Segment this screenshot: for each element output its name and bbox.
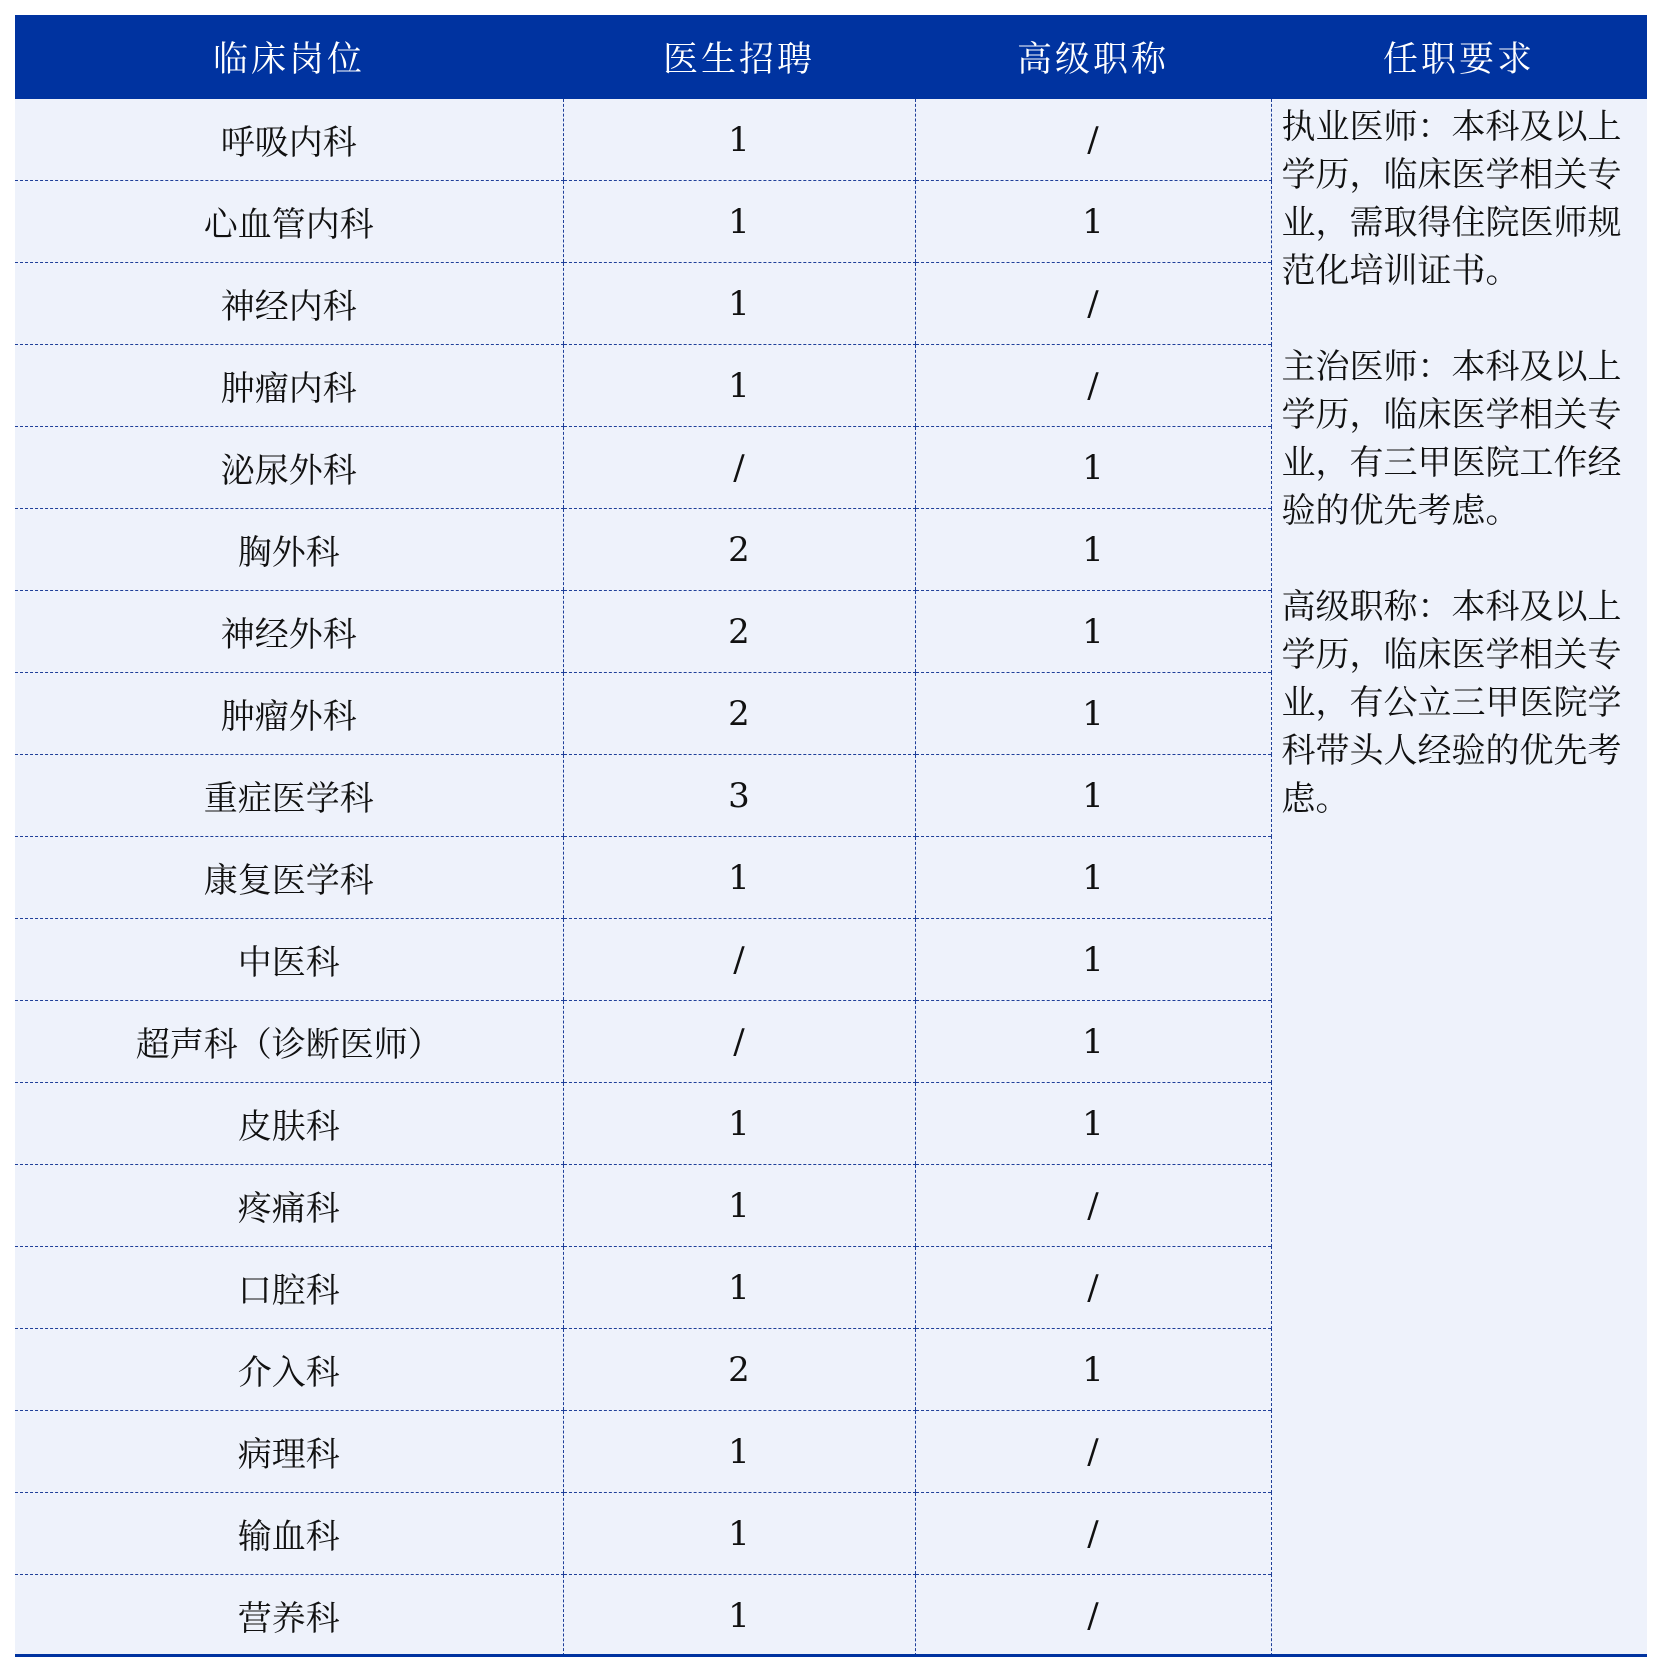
requirement-senior: 高级职称：本科及以上学历，临床医学相关专业，有公立三甲医院学科带头人经验的优先考虑。 (1281, 587, 1622, 819)
dept-cell: 中医科 (15, 919, 563, 1001)
dept-cell: 神经内科 (15, 263, 563, 345)
senior-cell: 1 (915, 509, 1271, 591)
doctors-cell: 2 (563, 509, 915, 591)
doctors-cell: 1 (563, 1247, 915, 1329)
doctors-cell: 1 (563, 99, 915, 181)
doctors-cell: 1 (563, 181, 915, 263)
dept-cell: 超声科（诊断医师） (15, 1001, 563, 1083)
senior-cell: / (915, 1493, 1271, 1575)
dept-cell: 泌尿外科 (15, 427, 563, 509)
header-senior: 高级职称 (915, 15, 1271, 99)
senior-cell: / (915, 1165, 1271, 1247)
table-bottom-rule (15, 1654, 1647, 1657)
doctors-cell: 1 (563, 837, 915, 919)
dept-cell: 胸外科 (15, 509, 563, 591)
header-dept: 临床岗位 (15, 15, 563, 99)
dept-cell: 神经外科 (15, 591, 563, 673)
senior-cell: 1 (915, 1329, 1271, 1411)
doctors-cell: 1 (563, 1165, 915, 1247)
doctors-cell: 3 (563, 755, 915, 837)
dept-cell: 输血科 (15, 1493, 563, 1575)
doctors-cell: / (563, 1001, 915, 1083)
doctors-cell: 1 (563, 1493, 915, 1575)
dept-cell: 营养科 (237, 1599, 340, 1639)
table-header-row (15, 15, 1647, 99)
senior-cell: / (915, 99, 1271, 181)
senior-cell: / (915, 1575, 1271, 1657)
dept-cell: 肿瘤内科 (15, 345, 563, 427)
senior-cell: / (915, 345, 1271, 427)
senior-cell: 1 (915, 1001, 1271, 1083)
doctors-cell: 1 (563, 1575, 915, 1657)
dept-cell: 疼痛科 (15, 1165, 563, 1247)
senior-cell: 1 (915, 837, 1271, 919)
dept-cell: 心血管内科 (15, 181, 563, 263)
senior-cell: / (915, 1247, 1271, 1329)
dept-cell: 康复医学科 (15, 837, 563, 919)
dept-cell: 皮肤科 (15, 1083, 563, 1165)
requirement-attending: 主治医师：本科及以上学历，临床医学相关专业，有三甲医院工作经验的优先考虑。 (1281, 347, 1622, 531)
recruitment-table (15, 15, 1647, 1656)
senior-cell: 1 (915, 427, 1271, 509)
doctors-cell: 2 (563, 673, 915, 755)
doctors-cell: 2 (563, 1329, 915, 1411)
dept-cell: 呼吸内科 (15, 99, 563, 181)
senior-cell: 1 (915, 919, 1271, 1001)
doctors-cell: 1 (563, 345, 915, 427)
senior-cell: / (915, 1411, 1271, 1493)
senior-cell: 1 (915, 673, 1271, 755)
requirement-resident: 执业医师：本科及以上学历，临床医学相关专业，需取得住院医师规范化培训证书。 (1281, 107, 1622, 291)
header-requirements: 任职要求 (1271, 15, 1647, 99)
doctors-cell: 1 (563, 263, 915, 345)
senior-cell: 1 (915, 181, 1271, 263)
header-doctors: 医生招聘 (563, 15, 915, 99)
requirements-cell (1271, 99, 1647, 1656)
senior-cell: / (915, 263, 1271, 345)
dept-cell: 介入科 (15, 1329, 563, 1411)
senior-cell: 1 (915, 591, 1271, 673)
dept-cell: 病理科 (15, 1411, 563, 1493)
dept-cell: 肿瘤外科 (15, 673, 563, 755)
doctors-cell: 2 (563, 591, 915, 673)
doctors-cell: 1 (563, 1083, 915, 1165)
doctors-cell: 1 (563, 1411, 915, 1493)
dept-cell: 重症医学科 (15, 755, 563, 837)
doctors-cell: / (563, 919, 915, 1001)
doctors-cell: / (563, 427, 915, 509)
senior-cell: 1 (915, 1083, 1271, 1165)
dept-cell: 口腔科 (15, 1247, 563, 1329)
senior-cell: 1 (915, 755, 1271, 837)
table-body (15, 99, 1647, 1656)
table-row (15, 99, 1647, 181)
